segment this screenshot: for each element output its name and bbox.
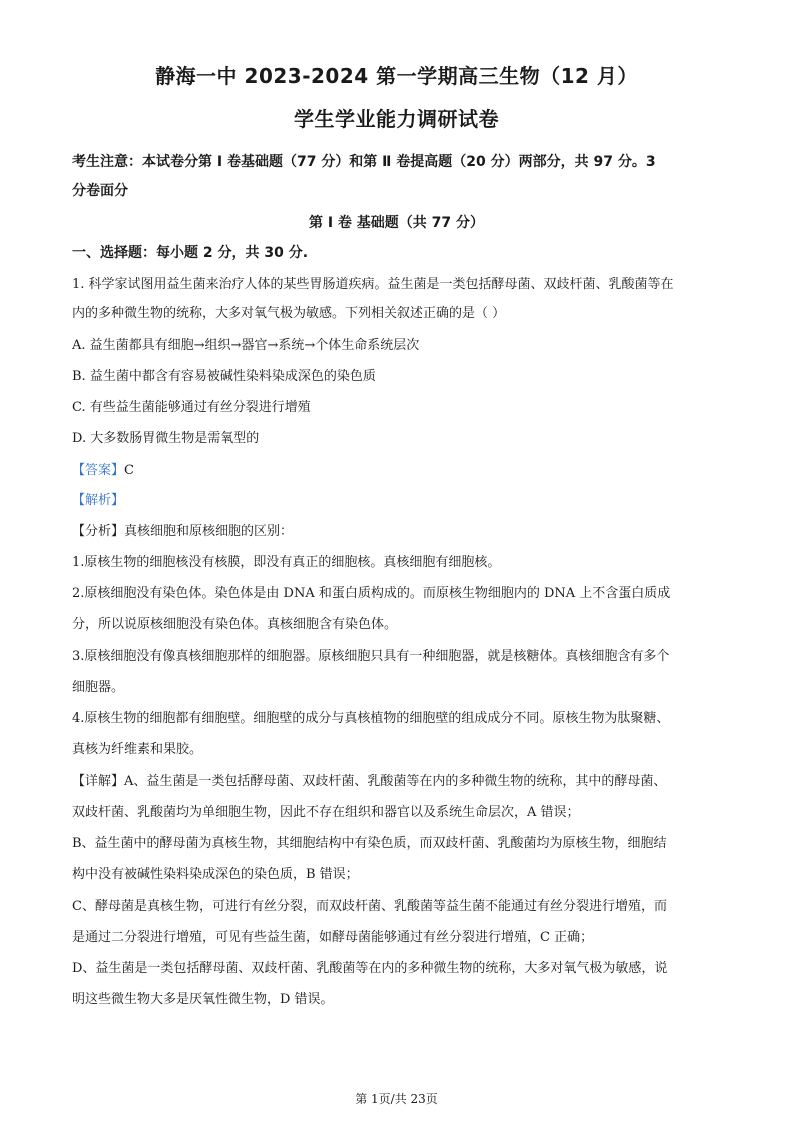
question-1-stem-line1: 1. 科学家试图用益生菌来治疗人体的某些胃肠道疾病。益生菌是一类包括酵母菌、双歧杆菌、乳酸菌等在 — [72, 277, 674, 292]
notice-line1: 考生注意：本试卷分第 Ⅰ 卷基础题（77 分）和第 Ⅱ 卷提高题（20 分）两部分，共 97 分。3 — [72, 154, 656, 170]
detail-d-line1: D、益生菌是一类包括酵母菌、双歧杆菌、乳酸菌等在内的多种微生物的统称，大多对氧气极为敏感，说 — [72, 961, 668, 976]
analysis-line — [72, 491, 732, 511]
detail-b-line1: B、益生菌中的酵母菌为真核生物，其细胞结构中有染色质，而双歧杆菌、乳酸菌均为原核生物，细胞结 — [72, 836, 667, 851]
analysis-tag: 【解析】 — [72, 493, 125, 508]
point-4-line2: 真核为纤维素和果胶。 — [72, 742, 203, 757]
option-a: A. 益生菌都具有细胞→组织→器官→系统→个体生命系统层次 — [72, 338, 420, 353]
answer-value: C — [124, 463, 134, 478]
notice-line2: 分卷面分 — [72, 183, 128, 199]
detail-d-line2: 明这些微生物大多是厌氧性微生物，D 错误。 — [72, 992, 334, 1007]
point-2-line1: 2.原核细胞没有染色体。染色体是由 DNA 和蛋白质构成的。而原核生物细胞内的 DNA 上不含蛋白质成 — [72, 586, 671, 601]
point-2-line2: 分，所以说原核细胞没有染色体。真核细胞含有染色体。 — [72, 617, 398, 632]
detail-b-line2: 构中没有被碱性染料染成深色的染色质，B 错误； — [72, 867, 359, 882]
option-c: C. 有些益生菌能够通过有丝分裂进行增殖 — [72, 400, 311, 415]
detail-c-line2: 是通过二分裂进行增殖，可见有些益生菌，如酵母菌能够通过有丝分裂进行增殖，C 正确； — [72, 930, 594, 945]
answer-tag: 【答案】 — [72, 463, 125, 478]
section-heading: 第 Ⅰ 卷 基础题（共 77 分） — [308, 215, 485, 231]
fenxi-line: 【分析】真核细胞和原核细胞的区别： — [72, 524, 294, 539]
option-b: B. 益生菌中都含有容易被碱性染料染成深色的染色质 — [72, 369, 376, 384]
exam-title-line1: 静海一中 2023-2024 第一学期高三生物（12 月） — [155, 64, 638, 88]
point-3-line2: 细胞器。 — [72, 680, 125, 695]
point-3-line1: 3.原核细胞没有像真核细胞那样的细胞器。原核细胞只具有一种细胞器，就是核糖体。真核细胞含有多个 — [72, 649, 670, 664]
point-1: 1.原核生物的细胞核没有核膜，即没有真正的细胞核。真核细胞有细胞核。 — [72, 555, 501, 570]
answer-line — [72, 461, 732, 481]
page-footer: 第 1页/共 23页 — [355, 1092, 438, 1106]
exam-title-line2: 学生学业能力调研试卷 — [294, 107, 499, 131]
part-heading: 一、选择题：每小题 2 分，共 30 分. — [72, 245, 309, 261]
detail-a-line2: 双歧杆菌、乳酸菌均为单细胞生物，因此不存在组织和器官以及系统生命层次，A 错误； — [72, 805, 580, 820]
question-1-stem-line2: 内的多种微生物的统称，大多对氧气极为敏感。下列相关叙述正确的是（ ） — [72, 306, 506, 321]
point-4-line1: 4.原核生物的细胞都有细胞壁。细胞壁的成分与真核植物的细胞壁的组成成分不同。原核生物为肽聚糖、 — [72, 711, 670, 726]
option-d: D. 大多数肠胃微生物是需氧型的 — [72, 431, 260, 446]
detail-a-line1: 【详解】A、益生菌是一类包括酵母菌、双歧杆菌、乳酸菌等在内的多种微生物的统称，其中的酵母菌、 — [72, 774, 667, 789]
detail-c-line1: C、酵母菌是真核生物，可进行有丝分裂，而双歧杆菌、乳酸菌等益生菌不能通过有丝分裂进行增殖，而 — [72, 899, 667, 914]
